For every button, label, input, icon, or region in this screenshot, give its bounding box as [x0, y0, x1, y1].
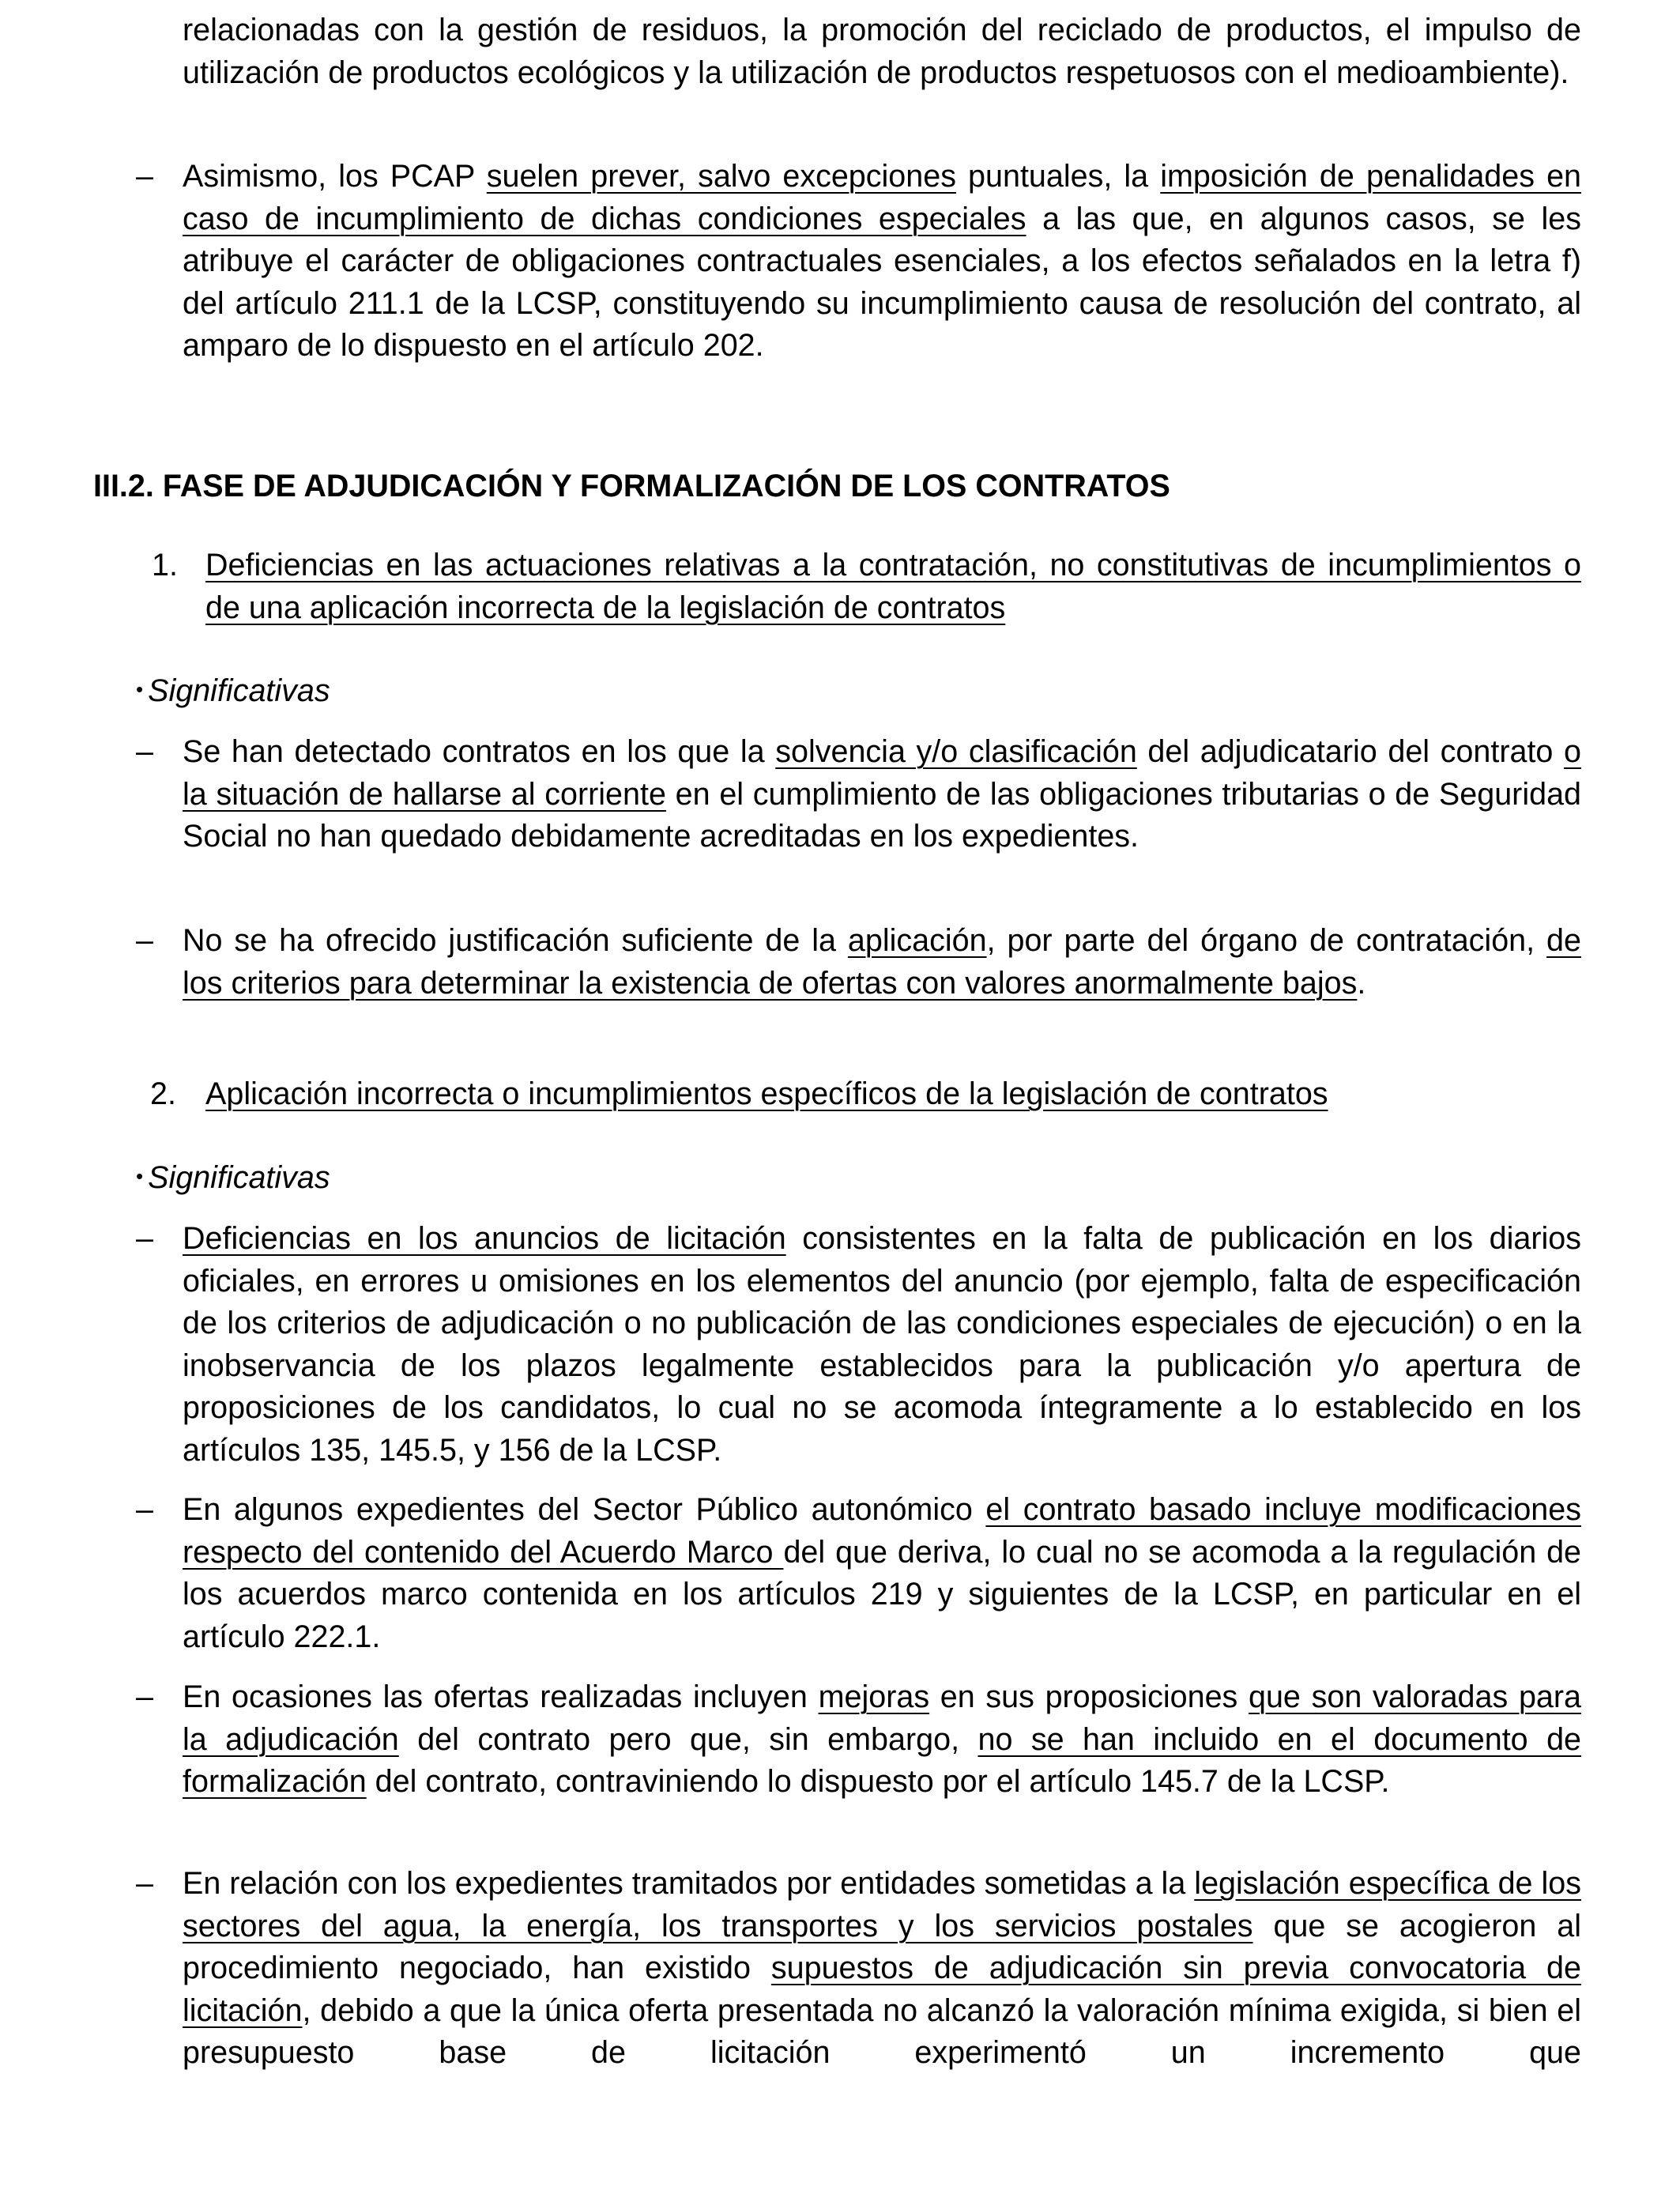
- dash-bullet: –: [136, 1492, 153, 1527]
- paragraph-justificacion: [183, 920, 1581, 1005]
- paragraph-mejoras: [183, 1676, 1581, 1804]
- paragraph-solvencia: [183, 731, 1581, 858]
- text-run: en sus proposiciones: [929, 1679, 1249, 1714]
- text-run: Se han detectado contratos en los que la: [183, 734, 776, 769]
- underlined-text: Aplicación incorrecta o incumplimientos específicos de la legislación de contratos: [205, 1076, 1328, 1111]
- section-heading: III.2. FASE DE ADJUDICACIÓN Y FORMALIZACIÓN DE LOS CONTRATOS: [93, 469, 1170, 503]
- list-item-2-title: [205, 1073, 1581, 1116]
- text-run: en el cumplimiento de las obligaciones tributarias o de Seguridad Social no han quedado debidamente acreditadas en los expedientes.: [183, 776, 1582, 854]
- significativas-label-2: [136, 1155, 330, 1200]
- text-run: puntuales, la: [955, 159, 1161, 194]
- dash-bullet: –: [136, 159, 153, 194]
- list-number-2: 2.: [150, 1076, 176, 1111]
- dash-bullet: –: [136, 1866, 153, 1901]
- text-run: a las que, en algunos casos, se les atribuye el carácter de obligaciones contractuales esenciales, a los efectos señalados en la letra f) del artículo 211.1 de la LCSP, constituyendo su incumplimiento causa de resolución del contrato, al amparo de lo dispuesto en el artículo 202.: [183, 201, 1582, 364]
- paragraph-intro-continuation: [183, 9, 1581, 94]
- underlined-text: supuestos de adjudicación sin previa convocatoria de licitación: [183, 1951, 1581, 2028]
- list-item-1-title: [205, 545, 1581, 629]
- text-run: .: [1357, 965, 1366, 1001]
- text-run: En ocasiones las ofertas realizadas incluyen: [183, 1679, 819, 1714]
- underlined-text: legislación específica de los sectores del agua, la energía, los transportes y los servicios postales: [183, 1866, 1581, 1943]
- text-run: Asimismo, los PCAP: [183, 159, 487, 194]
- text-run: En relación con los expedientes tramitados por entidades sometidas a la: [183, 1866, 1195, 1901]
- dash-bullet: –: [136, 1679, 153, 1714]
- text-run: No se ha ofrecido justificación suficiente de la: [183, 923, 848, 958]
- significativas-text: Significativas: [148, 673, 330, 708]
- significativas-label-1: [136, 669, 330, 713]
- dash-bullet: –: [136, 734, 153, 769]
- underlined-text: que son valoradas para la adjudicación: [183, 1679, 1582, 1757]
- underlined-text: o la situación de hallarse al corriente: [183, 734, 1581, 812]
- text-run: del que deriva, lo cual no se acomoda a la regulación de los acuerdos marco contenida en los artículos 219 y siguientes de la LCSP, en particular en el artículo 222.1.: [183, 1534, 1582, 1654]
- text-run: del adjudicatario del contrato: [1136, 734, 1565, 769]
- bullet-icon: •: [136, 1164, 144, 1188]
- underlined-text: Deficiencias en los anuncios de licitación: [183, 1221, 786, 1256]
- text-run: del contrato, contraviniendo lo dispuesto por el artículo 145.7 de la LCSP.: [366, 1764, 1390, 1800]
- paragraph-anuncios: [183, 1218, 1581, 1472]
- underlined-text: Deficiencias en las actuaciones relativas a la contratación, no constitutivas de incumplimientos o de una aplicación incorrecta de la legislación de contratos: [205, 548, 1581, 625]
- text-run: consistentes en la falta de publicación en los diarios oficiales, en errores u omisiones en los elementos del anuncio (por ejemplo, falta de especificación de los criterios de adjudicación o no publicación de las condiciones especiales de ejecución) o en la inobservancia de los plazos legalmente establecidos para la publicación y/o apertura de proposiciones de los candidatos, lo cual no se acomoda íntegramente a lo establecido en los artículos 135, 145.5, y 156 de la LCSP.: [183, 1221, 1581, 1468]
- dash-bullet: –: [136, 923, 153, 958]
- paragraph-pcap-penalidades: [183, 156, 1581, 368]
- list-number-1: 1.: [152, 548, 178, 582]
- text-run: , debido a que la única oferta presentada no alcanzó la valoración mínima exigida, si bien el presupuesto base de licitación experimentó un incremento que: [183, 1992, 1581, 2071]
- significativas-text: Significativas: [148, 1160, 330, 1195]
- text-run: del contrato pero que, sin embargo,: [398, 1721, 978, 1757]
- bullet-icon: •: [136, 677, 144, 701]
- underlined-text: solvencia y/o clasificación: [775, 734, 1137, 769]
- paragraph-sectores: [183, 1863, 1581, 2075]
- underlined-text: aplicación: [847, 923, 987, 958]
- underlined-text: de los criterios para determinar la existencia de ofertas con valores anormalmente bajos: [183, 923, 1581, 1001]
- paragraph-acuerdo-marco: [183, 1489, 1581, 1658]
- text-run: , por parte del órgano de contratación,: [986, 923, 1547, 958]
- underlined-text: el contrato basado incluye modificaciones respecto del contenido del Acuerdo Marco: [183, 1492, 1581, 1570]
- underlined-text: imposición de penalidades en caso de incumplimiento de dichas condiciones especiales: [183, 159, 1582, 236]
- underlined-text: suelen prever, salvo excepciones: [486, 159, 956, 194]
- underlined-text: mejoras: [818, 1679, 930, 1714]
- underlined-text: no se han incluido en el documento de formalización: [183, 1721, 1581, 1800]
- dash-bullet: –: [136, 1221, 153, 1256]
- text-run: que se acogieron al procedimiento negociado, han existido: [183, 1908, 1581, 1986]
- paragraph-text: relacionadas con la gestión de residuos, la promoción del reciclado de productos, el impulso de utilización de productos ecológicos y la utilización de productos respetuosos con el medioambiente).: [183, 13, 1581, 90]
- text-run: En algunos expedientes del Sector Público autonómico: [183, 1492, 986, 1527]
